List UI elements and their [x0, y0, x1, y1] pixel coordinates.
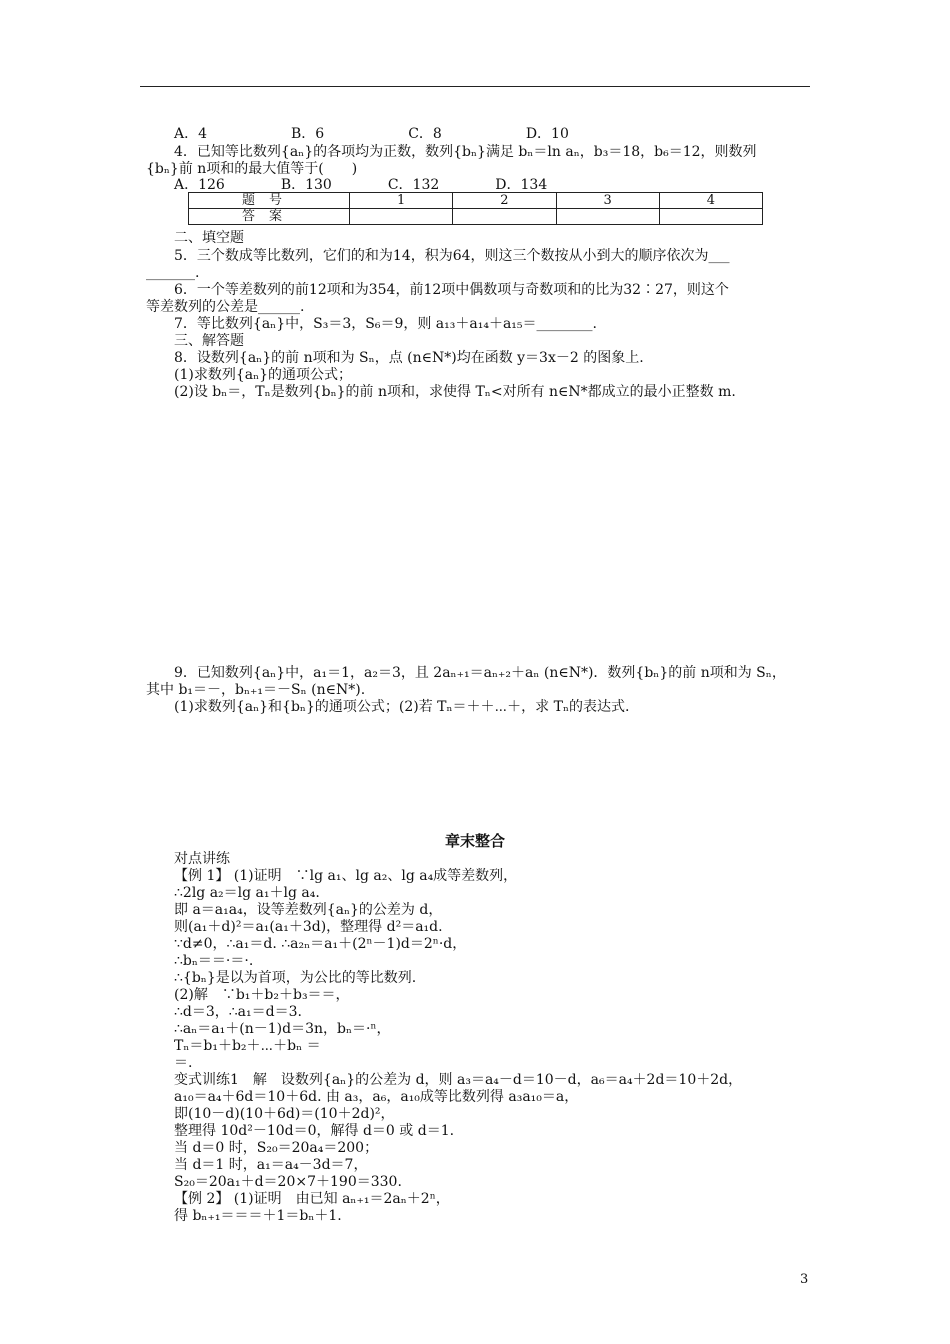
question-line: 其中 b₁＝－，bₙ₊₁＝－Sₙ (n∈N*).: [146, 682, 366, 698]
answer-line: ∴{bₙ}是以为首项，为公比的等比数列.: [174, 970, 417, 986]
table-col-3: 3: [556, 193, 659, 209]
question-line: _______.: [146, 265, 200, 281]
answer-line: ∴bₙ＝＝·＝·.: [174, 953, 254, 969]
question-line: 8．设数列{aₙ}的前 n项和为 Sₙ，点 (n∈N*)均在函数 y＝3x－2 的图象上.: [174, 350, 644, 366]
question-line: 三、解答题: [174, 333, 244, 349]
answer-line: a₁₀＝a₄＋6d＝10＋6d. 由 a₃，a₆，a₁₀成等比数列得 a₃a₁₀＝a，: [174, 1089, 579, 1105]
question-line: 二、填空题: [174, 230, 244, 246]
question-line: {bₙ}前 n项和的最大值等于( ): [146, 161, 358, 177]
answer-line: ∴d＝3，∴a₁＝d＝3.: [174, 1004, 302, 1020]
answer-cell-4: [659, 209, 762, 225]
answer-line: 变式训练1 解 设数列{aₙ}的公差为 d，则 a₃＝a₄－d＝10－d，a₆＝a₄＋2d＝10＋2d，: [174, 1072, 743, 1088]
question-line: (1)求数列{aₙ}的通项公式；: [174, 367, 353, 383]
question-line: 4．已知等比数列{aₙ}的各项均为正数，数列{bₙ}满足 bₙ＝ln aₙ，b₃＝18，b₆＝12，则数列: [174, 144, 757, 160]
question-line: A．4 B．6 C．8 D．10: [174, 126, 569, 142]
answer-line: 则(a₁＋d)²＝a₁(a₁＋3d)，整理得 d²＝a₁d.: [174, 919, 443, 935]
question-line: (2)设 bₙ＝，Tₙ是数列{bₙ}的前 n项和，求使得 Tₙ<对所有 n∈N*都成立的最小正整数 m.: [174, 384, 736, 400]
answer-line: ＝.: [174, 1055, 193, 1071]
answer-line: Tₙ＝b₁＋b₂＋⋯＋bₙ ＝: [174, 1038, 321, 1054]
answer-line: ∵d≠0，∴a₁＝d. ∴a₂ₙ＝a₁＋(2ⁿ－1)d＝2ⁿ·d，: [174, 936, 467, 952]
answer-line: (2)解 ∵b₁＋b₂＋b₃＝＝，: [174, 987, 350, 1003]
header-rule: [140, 86, 810, 87]
question-line: 6．一个等差数列的前12项和为354，前12项中偶数项与奇数项和的比为32∶27，则这个: [174, 282, 729, 298]
answer-line: 当 d＝1 时，a₁＝a₄－3d＝7，: [174, 1157, 368, 1173]
answer-line: 【例 2】 (1)证明 由已知 aₙ₊₁＝2aₙ＋2ⁿ，: [174, 1191, 450, 1207]
question-line: (1)求数列{aₙ}和{bₙ}的通项公式；(2)若 Tₙ＝＋＋⋯＋，求 Tₙ的表达式.: [174, 699, 630, 715]
answer-line: ∴2lg a₂＝lg a₁＋lg a₄.: [174, 885, 320, 901]
question-line: 5．三个数成等比数列，它们的和为14，积为64，则这三个数按从小到大的顺序依次为___: [174, 248, 730, 264]
question-line: A．126 B．130 C．132 D．134: [174, 177, 548, 193]
table-col-2: 2: [453, 193, 556, 209]
table-col-4: 4: [659, 193, 762, 209]
answer-cell-2: [453, 209, 556, 225]
question-line: 等差数列的公差是______.: [146, 299, 305, 315]
answer-line: 整理得 10d²－10d＝0，解得 d＝0 或 d＝1.: [174, 1123, 455, 1139]
answer-line: ∴aₙ＝a₁＋(n－1)d＝3n，bₙ＝·ⁿ，: [174, 1021, 391, 1037]
table-col-1: 1: [350, 193, 453, 209]
table-row: [189, 193, 763, 209]
answer-line: S₂₀＝20a₁＋d＝20×7＋190＝330.: [174, 1174, 402, 1190]
answer-cell-1: [350, 209, 453, 225]
answer-line: 得 bₙ₊₁＝＝＝＋1＝bₙ＋1.: [174, 1208, 342, 1224]
answer-line: 即 a＝a₁a₄，设等差数列{aₙ}的公差为 d，: [174, 902, 443, 918]
answer-line: 即(10－d)(10＋6d)＝(10＋2d)²，: [174, 1106, 395, 1122]
answer-line: 对点讲练: [174, 851, 230, 867]
question-line: 7．等比数列{aₙ}中，S₃＝3，S₆＝9，则 a₁₃＋a₁₄＋a₁₅＝________.: [174, 316, 597, 332]
answer-line: 当 d＝0 时，S₂₀＝20a₄＝200；: [174, 1140, 379, 1156]
table-header-label: 题号: [189, 193, 350, 209]
answer-cell-3: [556, 209, 659, 225]
answer-table: [188, 192, 763, 225]
section-title: 章末整合: [444, 832, 505, 850]
table-row: [189, 209, 763, 225]
page-number: 3: [800, 1272, 809, 1287]
table-answer-label: 答案: [189, 209, 350, 225]
answer-line: 【例 1】 (1)证明 ∵lg a₁、lg a₂、lg a₄成等差数列，: [174, 868, 518, 884]
question-line: 9．已知数列{aₙ}中，a₁＝1，a₂＝3，且 2aₙ₊₁＝aₙ₊₂＋aₙ (n∈N*)．数列{bₙ}的前 n项和为 Sₙ，: [174, 665, 786, 681]
